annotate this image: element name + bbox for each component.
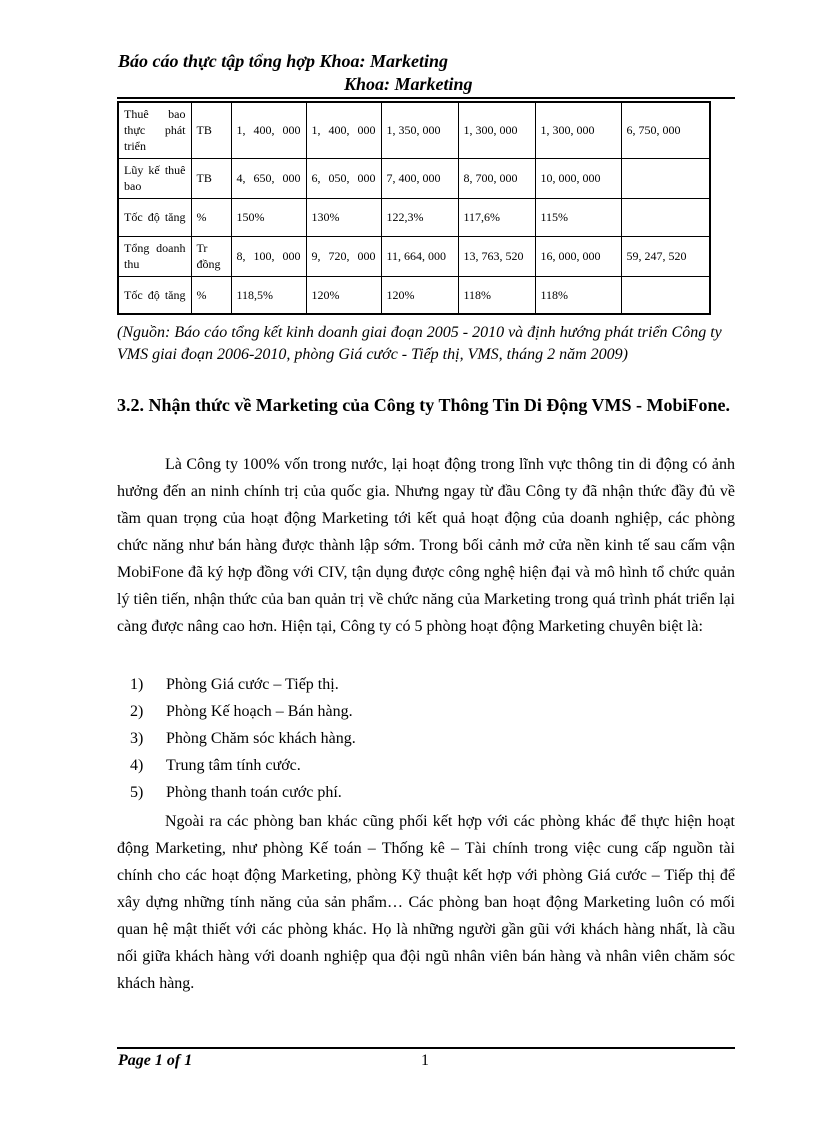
list-number: 1) [130, 676, 144, 693]
list-text: Phòng Kế hoạch – Bán hàng. [166, 703, 353, 720]
table-cell: 6, 050, 000 [306, 158, 381, 198]
table-cell: 6, 750, 000 [621, 102, 710, 158]
table-cell: 8, 100, 000 [231, 236, 306, 276]
section-heading: 3.2. Nhận thức về Marketing của Công ty Thông Tin Di Động VMS - MobiFone. [117, 395, 731, 415]
list-item [130, 779, 356, 806]
table-row [118, 102, 710, 158]
row-label: Tốc độ tăng [118, 198, 191, 236]
table-cell: 150% [231, 198, 306, 236]
department-list [130, 671, 356, 806]
table-cell: 120% [381, 276, 458, 314]
table-cell: 117,6% [458, 198, 535, 236]
list-text: Trung tâm tính cước. [166, 757, 301, 774]
footer-rule [117, 1047, 735, 1049]
footer-page-number: 1 [421, 1052, 429, 1069]
list-text: Phòng thanh toán cước phí. [166, 784, 342, 801]
list-item [130, 725, 356, 752]
row-label: Tốc độ tăng [118, 276, 191, 314]
table-cell: 59, 247, 520 [621, 236, 710, 276]
body-paragraph: Ngoài ra các phòng ban khác cũng phối kết hợp với các phòng khác để thực hiện hoạt động Marketing, như phòng Kế toán – Thống kê – Tài chính trong việc cung cấp nguồn tài chính cho các hoạt động Marketing, phòng Kỹ thuật kết hợp với phòng Giá cước – Tiếp thị để xây dựng những tính năng của sản phẩm… Các phòng ban hoạt động Marketing luôn có mối quan hệ mật thiết với các phòng khác. Họ là những người gần gũi với khách hàng nhất, là cầu nối giữa khách hàng với doanh nghiệp qua đội ngũ nhân viên bán hàng và nhân viên chăm sóc khách hàng. [117, 813, 735, 992]
table-cell: 9, 720, 000 [306, 236, 381, 276]
table-cell [621, 198, 710, 236]
table-row [118, 236, 710, 276]
table-cell [621, 158, 710, 198]
statistics-table [117, 101, 711, 315]
table-cell: 118% [458, 276, 535, 314]
table-cell: 122,3% [381, 198, 458, 236]
list-item [130, 698, 356, 725]
footer-page-label: Page 1 of 1 [118, 1052, 193, 1069]
table-cell: 115% [535, 198, 621, 236]
table-row [118, 198, 710, 236]
table-cell: 1, 400, 000 [231, 102, 306, 158]
header-rule [117, 97, 735, 99]
row-unit: Tr đồng [191, 236, 231, 276]
row-unit: TB [191, 158, 231, 198]
table-cell: 118% [535, 276, 621, 314]
table-cell [621, 276, 710, 314]
table-cell: 1, 400, 000 [306, 102, 381, 158]
list-number: 4) [130, 757, 144, 774]
table-cell: 11, 664, 000 [381, 236, 458, 276]
list-text: Phòng Chăm sóc khách hàng. [166, 730, 356, 747]
header-title: Báo cáo thực tập tổng hợp Khoa: Marketing [118, 51, 448, 71]
table-cell: 1, 300, 000 [535, 102, 621, 158]
row-unit: TB [191, 102, 231, 158]
table-cell: 120% [306, 276, 381, 314]
table-cell: 8, 700, 000 [458, 158, 535, 198]
row-label: Lũy kế thuê bao [118, 158, 191, 198]
table-row [118, 276, 710, 314]
list-number: 3) [130, 730, 144, 747]
row-label: Thuê bao thực phát triển [118, 102, 191, 158]
table-row [118, 158, 710, 198]
list-item [130, 671, 356, 698]
list-number: 5) [130, 784, 144, 801]
row-label: Tổng doanh thu [118, 236, 191, 276]
list-text: Phòng Giá cước – Tiếp thị. [166, 676, 339, 693]
table-cell: 130% [306, 198, 381, 236]
table-cell: 7, 400, 000 [381, 158, 458, 198]
table-cell: 118,5% [231, 276, 306, 314]
table-cell: 13, 763, 520 [458, 236, 535, 276]
table-cell: 1, 300, 000 [458, 102, 535, 158]
list-item [130, 752, 356, 779]
table-cell: 4, 650, 000 [231, 158, 306, 198]
list-number: 2) [130, 703, 144, 720]
body-paragraph: Là Công ty 100% vốn trong nước, lại hoạt động trong lĩnh vực thông tin di động có ảnh hưởng đến an ninh chính trị của quốc gia. Nhưng ngay từ đầu Công ty đã nhận thức đầy đủ về tầm quan trọng của hoạt động Marketing tới kết quả hoạt động của doanh nghiệp, các phòng chức năng như bán hàng được thành lập sớm. Trong bối cảnh mở cửa nền kinh tế sau cấm vận MobiFone đã ký hợp đồng với CIV, tận dụng được công nghệ hiện đại và mô hình tổ chức quản lý tiên tiến, nhận thức của ban quản trị về chức năng của Marketing trong quá trình phát triển lại càng được nâng cao hơn. Hiện tại, Công ty có 5 phòng hoạt động Marketing chuyên biệt là: [117, 456, 735, 635]
row-unit: % [191, 276, 231, 314]
table-cell: 1, 350, 000 [381, 102, 458, 158]
source-note: (Nguồn: Báo cáo tổng kết kinh doanh giai đoạn 2005 - 2010 và định hướng phát triển Công ty VMS giai đoạn 2006-2010, phòng Giá cước - Tiếp thị, VMS, tháng 2 năm 2009) [117, 324, 722, 363]
table-cell: 16, 000, 000 [535, 236, 621, 276]
table-cell: 10, 000, 000 [535, 158, 621, 198]
header-subtitle: Khoa: Marketing [344, 74, 473, 94]
row-unit: % [191, 198, 231, 236]
